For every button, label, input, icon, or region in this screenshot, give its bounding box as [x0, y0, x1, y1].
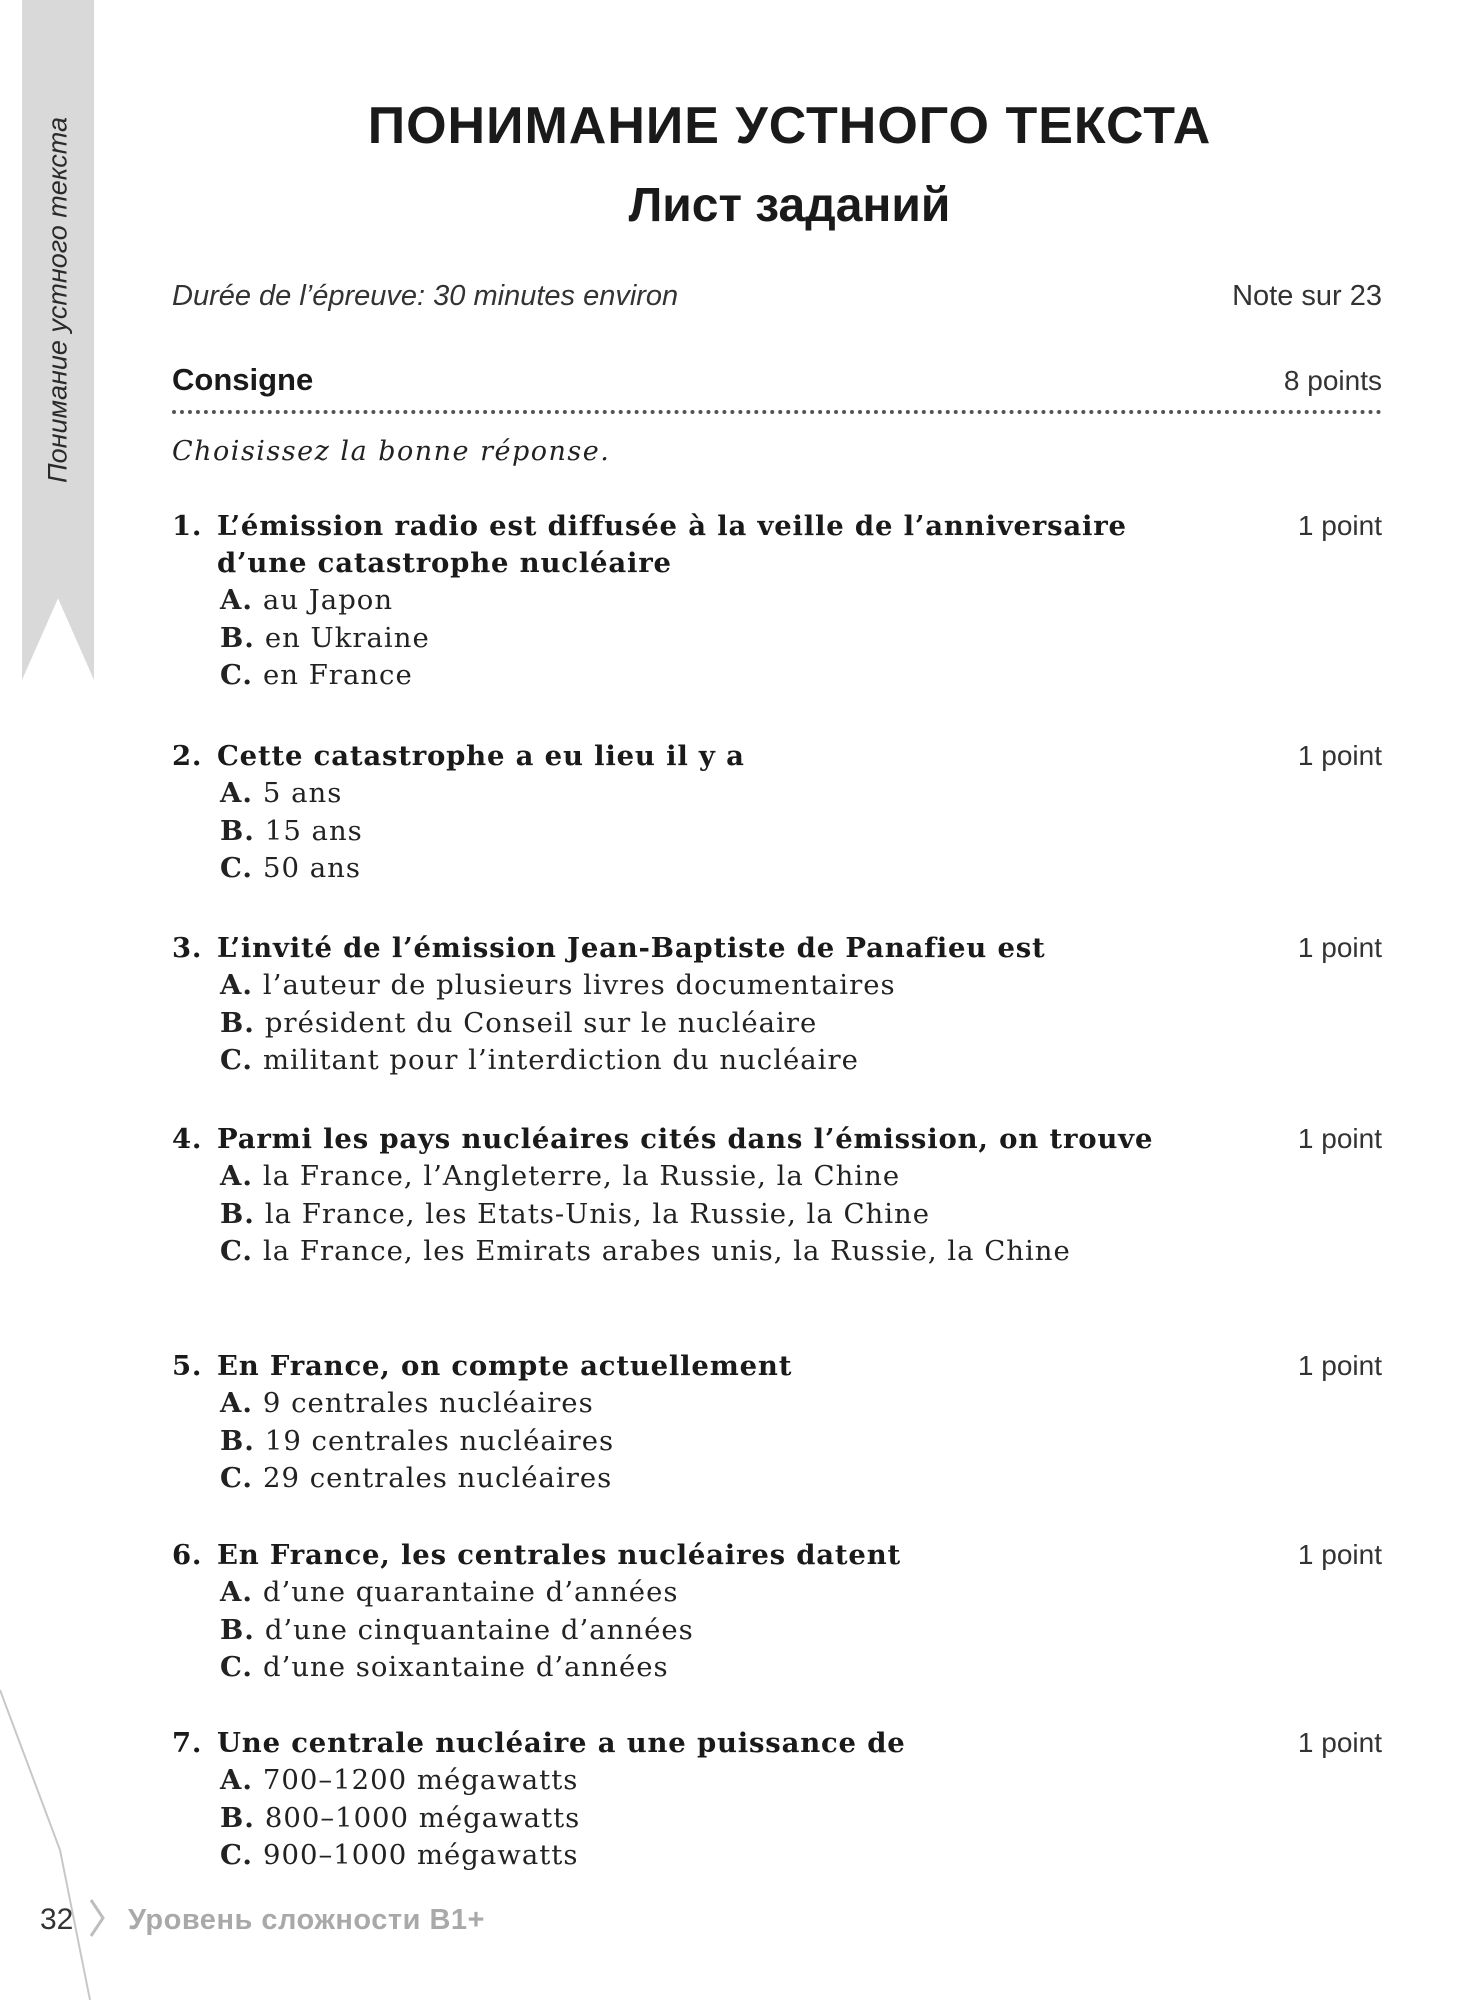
question-number: 4.: [172, 1123, 203, 1155]
option-text: militant pour l’interdiction du nucléaire: [262, 1044, 859, 1076]
option-c[interactable]: [220, 1837, 1382, 1875]
question-points: 1 point: [1297, 740, 1382, 771]
option-letter: B.: [220, 1801, 255, 1834]
option-c[interactable]: [220, 1460, 1382, 1498]
option-text: 900–1000 mégawatts: [262, 1839, 579, 1871]
question-label: Cette catastrophe a eu lieu il y a: [217, 740, 745, 772]
question-label: L’émission radio est diffusée à la veille de l’anniversaire d’une catastrophe nucléaire: [217, 510, 1127, 579]
option-c[interactable]: [220, 1042, 1382, 1080]
question-points: 1 point: [1297, 1539, 1382, 1570]
option-letter: B.: [220, 621, 255, 654]
option-letter: A.: [220, 1764, 253, 1796]
option-letter: A.: [220, 1387, 253, 1419]
option-b[interactable]: [220, 1800, 1382, 1838]
option-c[interactable]: [220, 850, 1382, 888]
option-b[interactable]: [220, 1423, 1382, 1461]
question-points: 1 point: [1297, 510, 1382, 541]
option-a[interactable]: [220, 1385, 1382, 1423]
consigne-points: 8 points: [1283, 365, 1382, 396]
option-text: 9 centrales nucléaires: [262, 1387, 594, 1419]
note-text: Note sur 23: [1232, 280, 1382, 312]
option-text: la France, l’Angleterre, la Russie, la Chine: [262, 1160, 901, 1192]
question-number: 5.: [172, 1350, 203, 1382]
meta-row: [172, 280, 1382, 313]
margin-decoration: [0, 1650, 110, 2000]
option-b[interactable]: [220, 1612, 1382, 1650]
option-letter: C.: [220, 1839, 253, 1871]
options-list: [220, 1385, 1382, 1498]
option-letter: C.: [220, 1651, 253, 1683]
option-letter: C.: [220, 852, 253, 884]
option-text: 5 ans: [262, 777, 343, 809]
question-text: [172, 1121, 1177, 1158]
option-letter: B.: [220, 814, 255, 847]
question-label: En France, les centrales nucléaires datent: [217, 1539, 902, 1571]
option-b[interactable]: [220, 1005, 1382, 1043]
question-text: [172, 1348, 1177, 1385]
option-text: la France, les Etats-Unis, la Russie, la Chine: [264, 1197, 931, 1230]
question-5: [172, 1348, 1382, 1498]
option-c[interactable]: [220, 657, 1382, 695]
option-b[interactable]: [220, 620, 1382, 658]
option-b[interactable]: [220, 813, 1382, 851]
options-list: [220, 1762, 1382, 1875]
option-letter: A.: [220, 584, 253, 616]
page-title: ПОНИМАНИЕ УСТНОГО ТЕКСТА: [367, 97, 1212, 155]
option-text: 700–1200 mégawatts: [262, 1764, 579, 1796]
page-number: 32: [40, 1903, 74, 1936]
option-letter: B.: [220, 1006, 255, 1039]
question-label: En France, on compte actuellement: [217, 1350, 793, 1382]
option-text: président du Conseil sur le nucléaire: [264, 1006, 818, 1039]
option-c[interactable]: [220, 1649, 1382, 1687]
question-text: [172, 738, 1177, 775]
duration-text: Durée de l’épreuve: 30 minutes environ: [172, 280, 679, 312]
option-letter: A.: [220, 777, 253, 809]
question-number: 7.: [172, 1727, 203, 1759]
option-text: en France: [262, 659, 413, 691]
option-letter: B.: [220, 1197, 255, 1230]
question-points: 1 point: [1297, 1350, 1382, 1381]
option-a[interactable]: [220, 582, 1382, 620]
option-text: d’une quarantaine d’années: [262, 1576, 679, 1608]
options-list: [220, 1574, 1382, 1687]
consigne-title: Consigne: [172, 362, 314, 397]
question-text: [172, 508, 1177, 582]
option-letter: C.: [220, 1462, 253, 1494]
options-list: [220, 967, 1382, 1080]
option-text: au Japon: [262, 584, 394, 616]
question-2: [172, 738, 1382, 888]
option-letter: A.: [220, 1160, 253, 1192]
option-a[interactable]: [220, 1762, 1382, 1800]
option-a[interactable]: [220, 967, 1382, 1005]
option-text: d’une soixantaine d’années: [262, 1651, 669, 1683]
question-points: 1 point: [1297, 1123, 1382, 1154]
option-b[interactable]: [220, 1196, 1382, 1234]
option-text: l’auteur de plusieurs livres documentaires: [262, 969, 896, 1001]
question-number: 3.: [172, 932, 203, 964]
question-6: [172, 1537, 1382, 1687]
option-letter: A.: [220, 969, 253, 1001]
question-label: Parmi les pays nucléaires cités dans l’émission, on trouve: [217, 1123, 1154, 1155]
question-points: 1 point: [1297, 932, 1382, 963]
option-c[interactable]: [220, 1233, 1382, 1271]
question-number: 2.: [172, 740, 203, 772]
option-text: 15 ans: [264, 814, 363, 847]
option-text: 19 centrales nucléaires: [264, 1424, 615, 1457]
option-text: la France, les Emirats arabes unis, la Russie, la Chine: [262, 1235, 1071, 1267]
question-text: [172, 1537, 1177, 1574]
level-label: Уровень сложности B1+: [128, 1904, 485, 1936]
question-text: [172, 1725, 1177, 1762]
question-number: 1.: [172, 510, 203, 542]
option-text: 50 ans: [262, 852, 361, 884]
option-text: 29 centrales nucléaires: [262, 1462, 613, 1494]
option-a[interactable]: [220, 775, 1382, 813]
option-text: 800–1000 mégawatts: [264, 1801, 581, 1834]
question-3: [172, 930, 1382, 1080]
question-label: Une centrale nucléaire a une puissance de: [217, 1727, 906, 1759]
question-text: [172, 930, 1177, 967]
option-letter: A.: [220, 1576, 253, 1608]
option-letter: C.: [220, 1235, 253, 1267]
chevron-right-icon: [88, 1898, 106, 1938]
option-text: en Ukraine: [264, 621, 430, 654]
option-letter: B.: [220, 1424, 255, 1457]
page-subtitle: Лист заданий: [628, 179, 951, 232]
question-4: [172, 1121, 1382, 1271]
question-7: [172, 1725, 1382, 1875]
option-letter: B.: [220, 1613, 255, 1646]
option-a[interactable]: [220, 1158, 1382, 1196]
question-1: [172, 508, 1382, 695]
option-text: d’une cinquantaine d’années: [264, 1613, 694, 1646]
option-a[interactable]: [220, 1574, 1382, 1612]
instruction-text: Choisissez la bonne réponse.: [172, 436, 611, 467]
side-label: Понимание устного текста: [42, 117, 73, 483]
option-letter: C.: [220, 659, 253, 691]
question-label: L’invité de l’émission Jean-Baptiste de Panafieu est: [217, 932, 1046, 964]
question-number: 6.: [172, 1539, 203, 1571]
question-points: 1 point: [1297, 1727, 1382, 1758]
options-list: [220, 582, 1382, 695]
option-letter: C.: [220, 1044, 253, 1076]
options-list: [220, 1158, 1382, 1271]
options-list: [220, 775, 1382, 888]
consigne-header: [172, 362, 1382, 414]
